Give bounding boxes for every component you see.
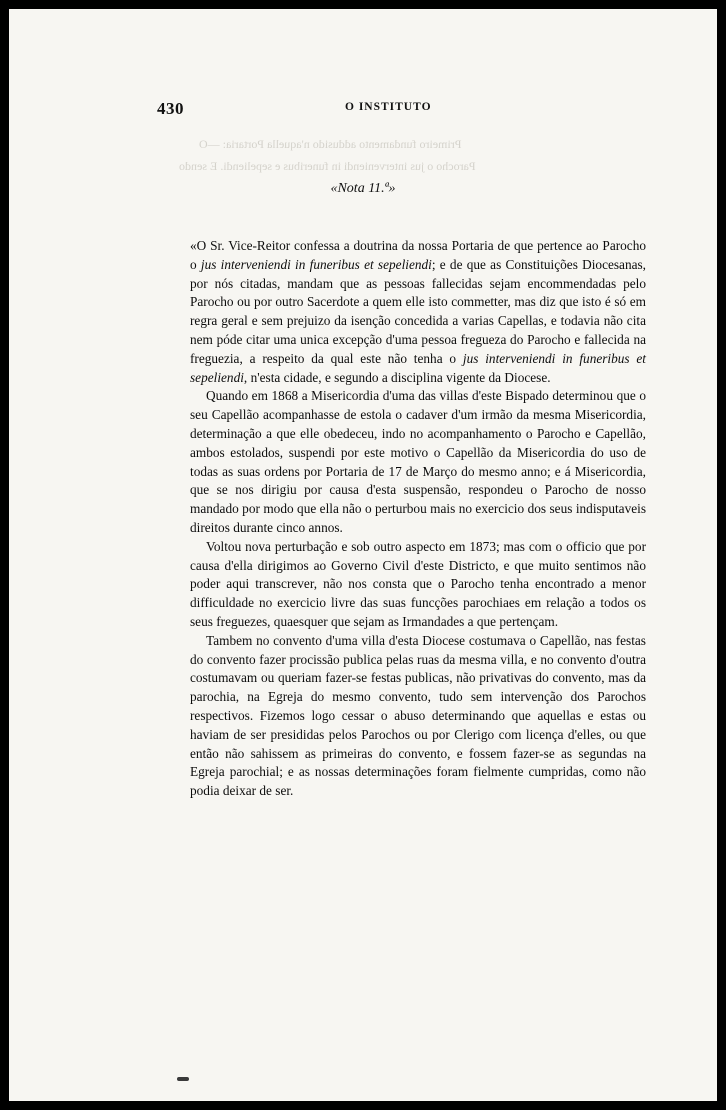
- paragraph-3: Voltou nova perturbação e sob outro aspecto em 1873; mas com o officio que por causa d'ella dirigimos ao Governo Civil d'este Districto, e que muito sentimos não poder aqui transcrever, não nos consta que o Parocho tenha encontrado a menor difficuldade no exercicio livre das suas funcções parochiaes em relação a todos os seus freguezes, quaesquer que sejam as Irmandades a que pertençam.: [190, 538, 646, 629]
- paragraph-1: [190, 237, 646, 387]
- book-page: [9, 9, 717, 1101]
- paragraph-1-text-c: , n'esta cidade, e segundo a disciplina vigente da Diocese.: [243, 369, 551, 385]
- paragraph-4: Tambem no convento d'uma villa d'esta Diocese costumava o Capellão, nas festas do convento fazer procissão publica pelas ruas da mesma villa, e no convento d'outra costumavam ou queriam fazer-se festas publicas, não privativas do convento, mas da parochia, na Egreja do mesmo convento, tudo sem intervenção dos Parochos respectivos. Fizemos logo cessar o abuso determinando que aquellas e estas ou haviam de ser presididas pelos Parochos ou por Clerigo com licença d'elles, ou que então não sahissem as primeiras do convento, e fossem fazer-se as segundas na Egreja parochial; e as nossas determinações foram fielmente cumpridas, como não podia deixar de ser.: [190, 632, 646, 799]
- latin-phrase: jus interveniendi in funeribus et sepeliendi: [200, 256, 432, 272]
- latin-phrase: jus interveniendi in funeribus et sepeliendi: [190, 350, 647, 385]
- paragraph-2: Quando em 1868 a Misericordia d'uma das villas d'este Bispado determinou que o seu Capellão acompanhasse de estola o cadaver d'um irmão da mesma Misericordia, determinação a que elle obedeceu, indo no acompanhamento o Parocho e Capellão, ambos estolados, suspendi por este motivo o Capellão da Misericordia do uso de todas as suas ordens por Portaria de 17 de Março do mesmo anno; e á Misericordia, que se nos dirigiu por causa d'esta suspensão, respondeu o Parocho de nosso mandado por modo que ella não o perturbou mais no exercicio dos seus indisputaveis direitos durante cinco annos.: [190, 388, 646, 535]
- bleed-through: Primeiro fundamento addusido n'aquella Portaria: —O: [199, 137, 462, 151]
- paragraph-1-text-a: «O Sr. Vice-Reitor confessa a doutrina da nossa Portaria de que pertence ao Parocho o: [190, 238, 646, 272]
- running-title: O INSTITUTO: [345, 101, 432, 113]
- page-number: 430: [157, 99, 184, 118]
- page-header: [157, 99, 657, 121]
- bleed-through: Parocho o jus interveniendi in funeribus e sepeliendi. E sendo: [179, 159, 476, 173]
- body-text: [190, 237, 646, 801]
- printer-mark: [177, 1077, 189, 1081]
- note-title: «Nota 11.ª»: [330, 181, 396, 196]
- paragraph-1-text-b: ; e de que as Constituições Diocesanas, por nós citadas, mandam que as pessoas fallecidas sejam encommendadas pelo Parocho ou por outro Sacerdote a quem elle isto commetter, mas diz que isto é só em regra geral e sem prejuizo da isenção concedida a varias Capellas, e todavia não cita nem póde citar uma unica excepção d'uma pessoa fregueza do Parocho e fallecida na freguezia, a respeito da qual este não tenha o: [190, 256, 646, 366]
